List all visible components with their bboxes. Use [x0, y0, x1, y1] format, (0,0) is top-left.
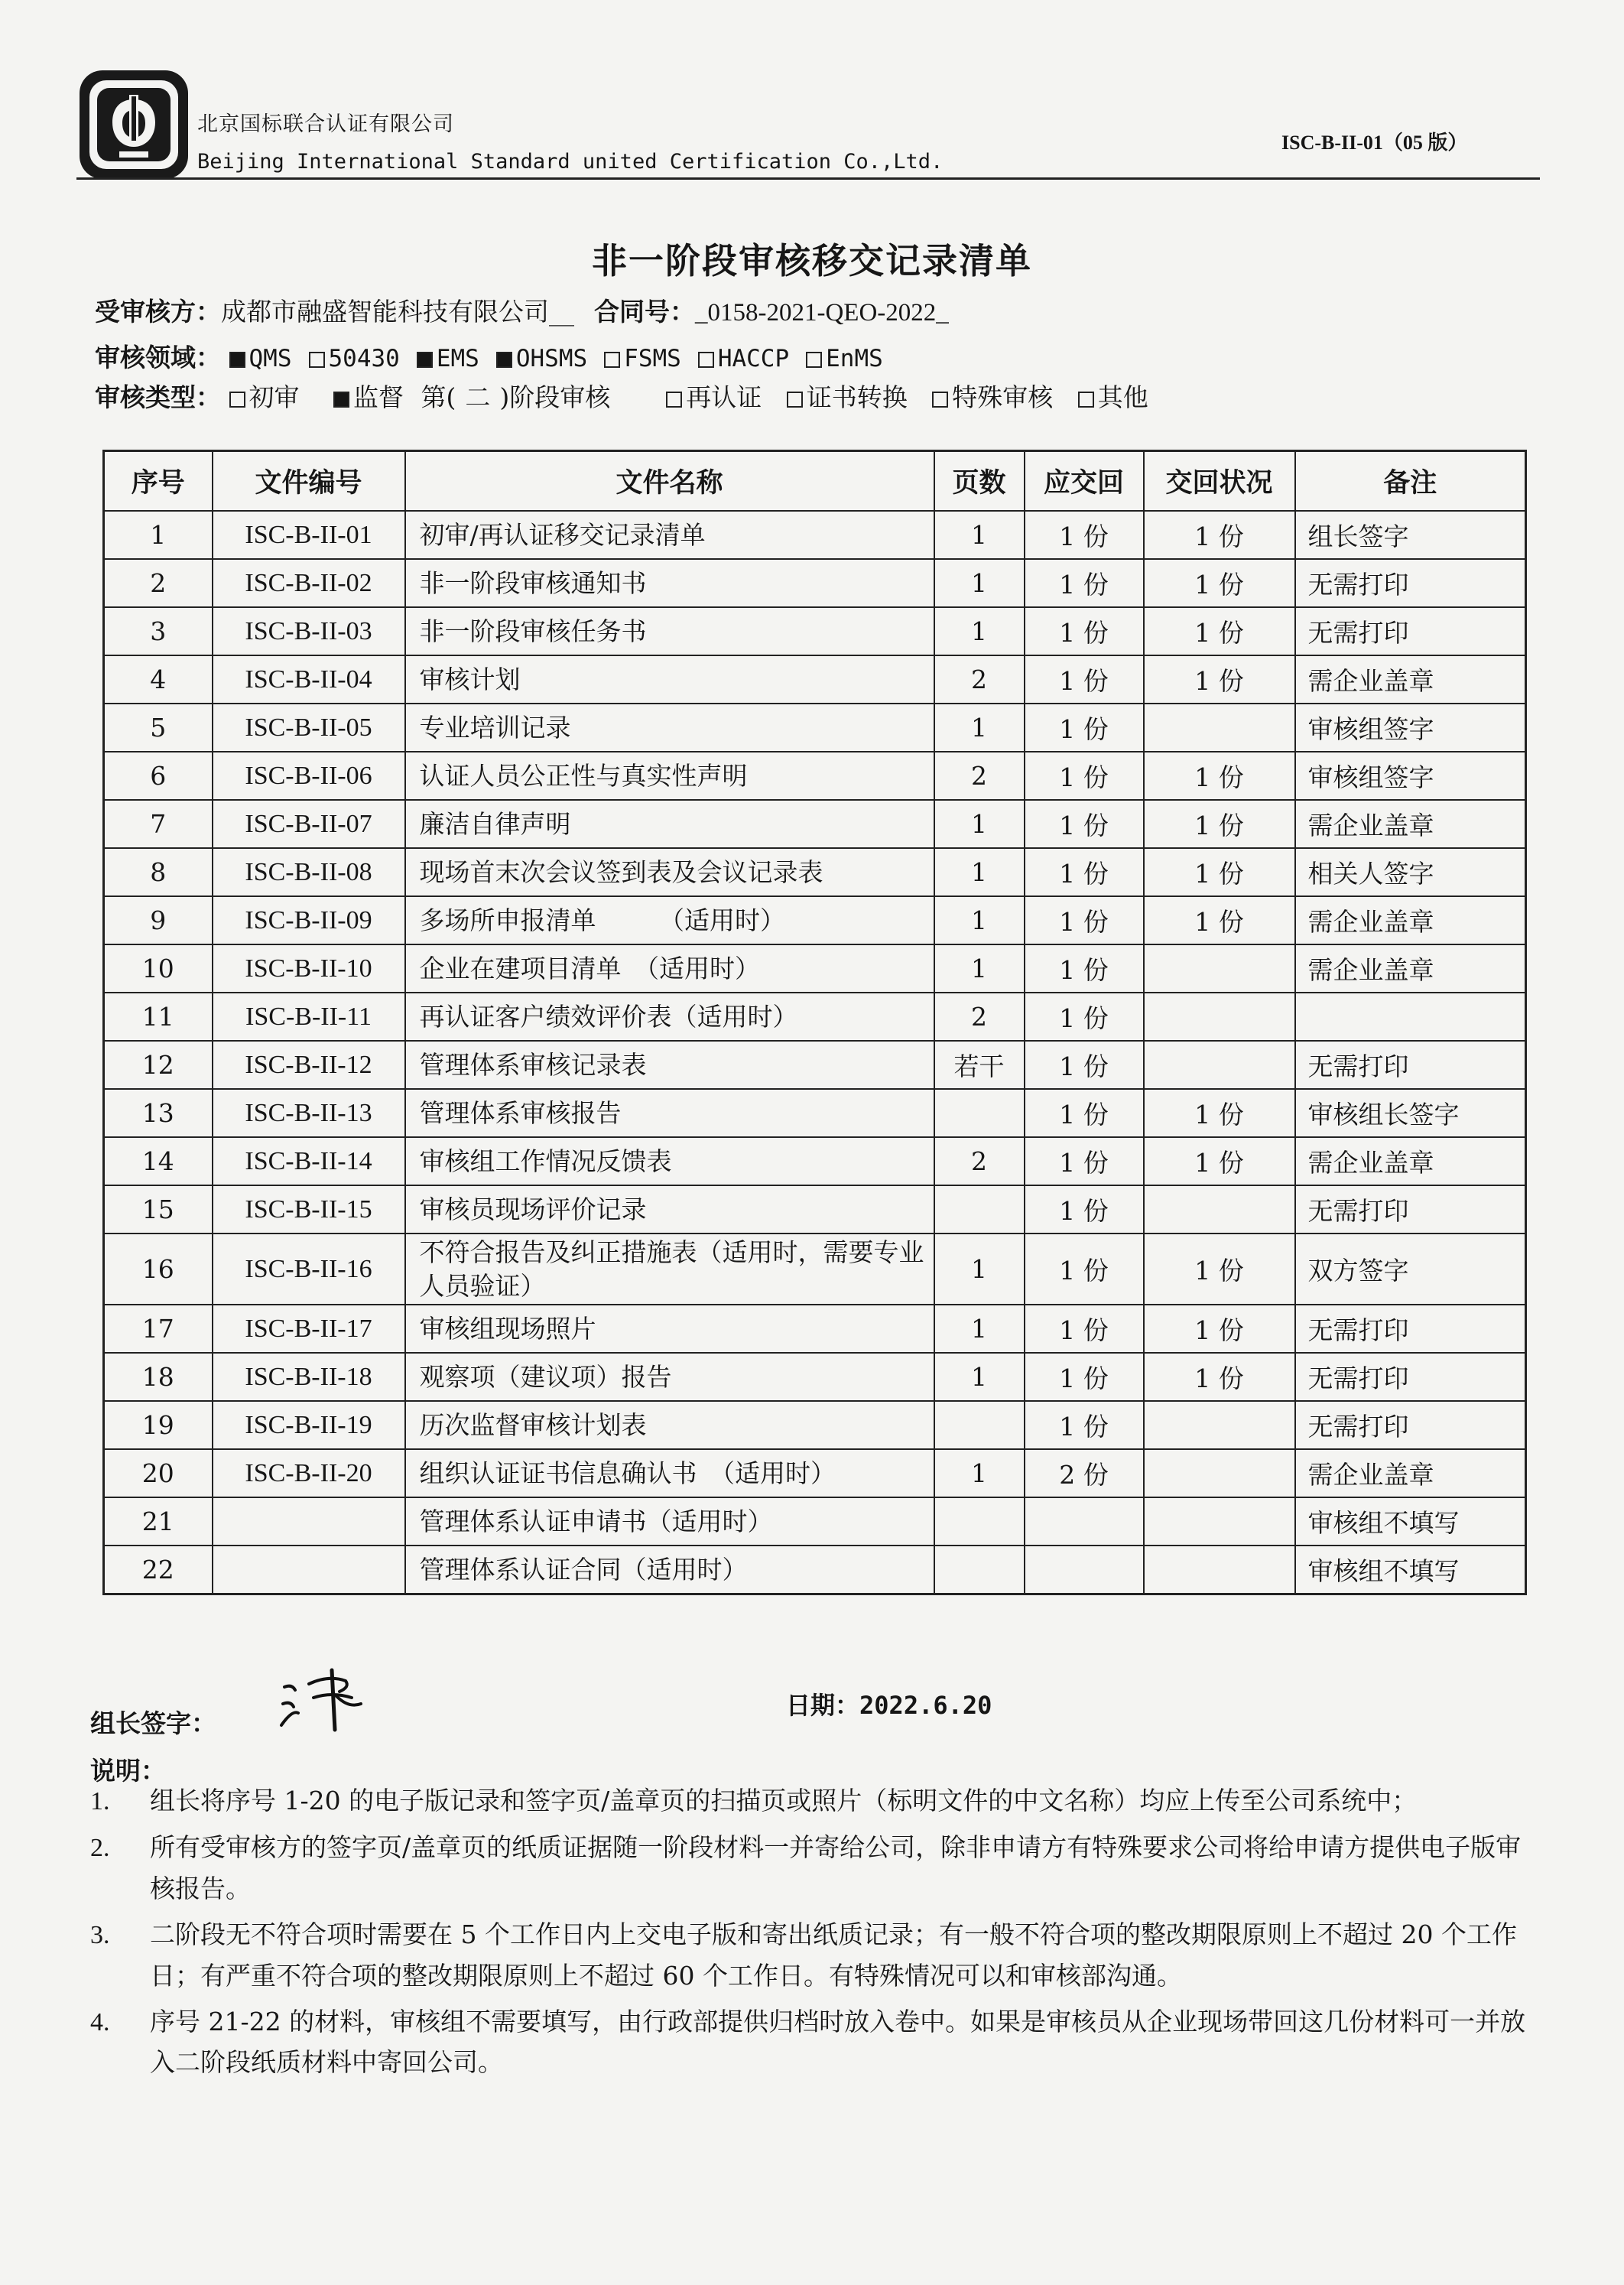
row-file-code: ISC-B-II-11	[213, 993, 405, 1041]
domain-option	[417, 343, 479, 372]
row-number: 4	[104, 655, 213, 704]
row-pages	[934, 1089, 1025, 1137]
col-header-note: 备注	[1295, 451, 1526, 512]
table-row	[104, 1401, 1526, 1449]
row-file-name: 初审/再认证移交记录清单	[405, 511, 934, 559]
row-due-count: 1 份	[1025, 511, 1144, 559]
type-transfer-label: 证书转换	[806, 382, 908, 412]
table-row	[104, 1234, 1526, 1305]
domain-checkbox[interactable]	[604, 352, 620, 368]
note-text: 所有受审核方的签字页/盖章页的纸质证据随一阶段材料一并寄给公司，除非申请方有特殊要求公司将给申请方提供电子版审核报告。	[150, 1832, 1522, 1904]
row-file-name: 管理体系审核报告	[405, 1089, 934, 1137]
row-pages: 1	[934, 1234, 1025, 1305]
type-surveillance-label: 监督	[353, 382, 404, 412]
auditee-line	[95, 292, 949, 328]
row-number: 12	[104, 1041, 213, 1089]
row-file-name: 专业培训记录	[405, 704, 934, 752]
row-return-status: 1 份	[1144, 848, 1295, 896]
type-initial-label: 初审	[248, 382, 300, 412]
row-pages: 1	[934, 607, 1025, 655]
row-file-name: 审核组工作情况反馈表	[405, 1137, 934, 1185]
row-file-code: ISC-B-II-15	[213, 1185, 405, 1234]
row-file-code: ISC-B-II-13	[213, 1089, 405, 1137]
row-return-status	[1144, 1449, 1295, 1497]
note-number: 2.	[90, 1834, 110, 1863]
audit-type-label: 审核类型：	[95, 382, 221, 412]
date-value: 2022.6.20	[859, 1691, 992, 1720]
row-due-count: 1 份	[1025, 1305, 1144, 1353]
row-number: 5	[104, 704, 213, 752]
domain-label: OHSMS	[515, 345, 588, 372]
audit-domain-label: 审核领域：	[95, 343, 221, 372]
row-file-name: 非一阶段审核任务书	[405, 607, 934, 655]
row-file-name: 非一阶段审核通知书	[405, 559, 934, 607]
table-row	[104, 848, 1526, 896]
row-file-name: 历次监督审核计划表	[405, 1401, 934, 1449]
contract-label: 合同号：	[594, 297, 695, 327]
row-number: 20	[104, 1449, 213, 1497]
col-header-due: 应交回	[1025, 451, 1144, 512]
note-item	[90, 2001, 1535, 2084]
row-number: 3	[104, 607, 213, 655]
row-number: 9	[104, 896, 213, 944]
row-number: 8	[104, 848, 213, 896]
row-return-status: 1 份	[1144, 559, 1295, 607]
row-due-count: 1 份	[1025, 1137, 1144, 1185]
row-file-name: 认证人员公正性与真实性声明	[405, 752, 934, 800]
row-pages: 1	[934, 511, 1025, 559]
domain-option	[229, 343, 292, 372]
row-pages: 2	[934, 1137, 1025, 1185]
domain-option	[698, 343, 789, 372]
company-logo	[76, 67, 191, 182]
row-due-count: 1 份	[1025, 1234, 1144, 1305]
row-due-count	[1025, 1546, 1144, 1594]
notes-list	[90, 1780, 1535, 2088]
row-return-status	[1144, 1185, 1295, 1234]
domain-option	[604, 343, 681, 372]
domain-option	[806, 343, 883, 372]
row-note: 审核组不填写	[1295, 1497, 1526, 1546]
row-due-count: 1 份	[1025, 1401, 1144, 1449]
table-row	[104, 1497, 1526, 1546]
row-number: 11	[104, 993, 213, 1041]
row-file-code: ISC-B-II-09	[213, 896, 405, 944]
row-file-code: ISC-B-II-14	[213, 1137, 405, 1185]
row-file-code: ISC-B-II-10	[213, 944, 405, 993]
domain-checkbox[interactable]	[698, 352, 714, 368]
auditee-value: 成都市融盛智能科技有限公司__	[221, 297, 574, 327]
row-due-count: 1 份	[1025, 1353, 1144, 1401]
row-file-code: ISC-B-II-03	[213, 607, 405, 655]
transfer-record-table	[102, 450, 1527, 1595]
row-return-status: 1 份	[1144, 1234, 1295, 1305]
table-row	[104, 607, 1526, 655]
audit-domain-options	[229, 343, 900, 372]
row-return-status	[1144, 1401, 1295, 1449]
row-due-count: 2 份	[1025, 1449, 1144, 1497]
row-note: 需企业盖章	[1295, 800, 1526, 848]
row-due-count: 1 份	[1025, 896, 1144, 944]
row-file-name: 多场所申报清单 （适用时）	[405, 896, 934, 944]
col-header-pages: 页数	[934, 451, 1025, 512]
row-file-code: ISC-B-II-12	[213, 1041, 405, 1089]
row-number: 15	[104, 1185, 213, 1234]
row-pages: 1	[934, 1353, 1025, 1401]
table-row	[104, 1185, 1526, 1234]
row-file-name: 现场首末次会议签到表及会议记录表	[405, 848, 934, 896]
domain-option	[496, 343, 587, 372]
row-note: 需企业盖章	[1295, 1137, 1526, 1185]
row-return-status	[1144, 993, 1295, 1041]
row-note: 审核组不填写	[1295, 1546, 1526, 1594]
row-number: 10	[104, 944, 213, 993]
row-file-code: ISC-B-II-06	[213, 752, 405, 800]
row-pages: 1	[934, 944, 1025, 993]
table-header-row	[104, 451, 1526, 512]
row-number: 7	[104, 800, 213, 848]
type-transfer-checkbox[interactable]	[787, 392, 803, 408]
stage-value: 二	[465, 382, 491, 412]
row-number: 2	[104, 559, 213, 607]
type-special-checkbox[interactable]	[932, 392, 948, 408]
domain-checkbox[interactable]	[496, 352, 512, 368]
table-row	[104, 559, 1526, 607]
row-number: 13	[104, 1089, 213, 1137]
note-number: 1.	[90, 1787, 110, 1815]
domain-checkbox[interactable]	[309, 352, 325, 368]
row-number: 6	[104, 752, 213, 800]
type-initial-checkbox[interactable]	[229, 392, 245, 408]
row-note: 双方签字	[1295, 1234, 1526, 1305]
row-file-code	[213, 1546, 405, 1594]
audit-type-line	[95, 378, 1165, 414]
table-row	[104, 511, 1526, 559]
row-return-status: 1 份	[1144, 1353, 1295, 1401]
note-number: 3.	[90, 1920, 110, 1949]
row-number: 21	[104, 1497, 213, 1546]
row-note: 无需打印	[1295, 1041, 1526, 1089]
row-pages	[934, 1546, 1025, 1594]
row-note: 相关人签字	[1295, 848, 1526, 896]
row-file-code	[213, 1497, 405, 1546]
row-note: 需企业盖章	[1295, 655, 1526, 704]
row-note: 无需打印	[1295, 1305, 1526, 1353]
date-line	[786, 1686, 992, 1721]
row-note: 需企业盖章	[1295, 944, 1526, 993]
row-note: 无需打印	[1295, 1185, 1526, 1234]
row-note: 无需打印	[1295, 607, 1526, 655]
row-note: 无需打印	[1295, 1353, 1526, 1401]
row-file-name: 审核员现场评价记录	[405, 1185, 934, 1234]
page-title: 非一阶段审核移交记录清单	[592, 240, 1032, 281]
row-return-status: 1 份	[1144, 1305, 1295, 1353]
table-row	[104, 1305, 1526, 1353]
row-file-name: 审核计划	[405, 655, 934, 704]
row-file-name: 再认证客户绩效评价表（适用时）	[405, 993, 934, 1041]
row-file-code: ISC-B-II-16	[213, 1234, 405, 1305]
row-pages: 1	[934, 896, 1025, 944]
row-return-status	[1144, 1041, 1295, 1089]
row-pages: 1	[934, 559, 1025, 607]
row-return-status: 1 份	[1144, 1089, 1295, 1137]
type-other-checkbox[interactable]	[1078, 392, 1094, 408]
row-due-count	[1025, 1497, 1144, 1546]
row-return-status: 1 份	[1144, 1137, 1295, 1185]
row-file-name: 管理体系认证申请书（适用时）	[405, 1497, 934, 1546]
row-due-count: 1 份	[1025, 1089, 1144, 1137]
row-due-count: 1 份	[1025, 944, 1144, 993]
row-due-count: 1 份	[1025, 559, 1144, 607]
row-file-code: ISC-B-II-08	[213, 848, 405, 896]
row-due-count: 1 份	[1025, 1185, 1144, 1234]
note-item	[90, 1827, 1535, 1910]
table-row	[104, 752, 1526, 800]
row-number: 18	[104, 1353, 213, 1401]
row-due-count: 1 份	[1025, 848, 1144, 896]
type-recert-label: 再认证	[686, 382, 762, 412]
row-pages	[934, 1185, 1025, 1234]
row-note: 审核组签字	[1295, 752, 1526, 800]
row-file-code: ISC-B-II-17	[213, 1305, 405, 1353]
table-row	[104, 1089, 1526, 1137]
leader-signature-label: 组长签字：	[90, 1708, 216, 1738]
contract-value: _0158-2021-QEO-2022_	[695, 299, 949, 327]
row-return-status: 1 份	[1144, 800, 1295, 848]
stage-suffix: )阶段审核	[499, 382, 611, 412]
domain-label: QMS	[248, 345, 292, 372]
row-due-count: 1 份	[1025, 993, 1144, 1041]
row-due-count: 1 份	[1025, 655, 1144, 704]
row-pages: 1	[934, 848, 1025, 896]
domain-checkbox[interactable]	[229, 352, 245, 368]
row-file-name: 廉洁自律声明	[405, 800, 934, 848]
row-number: 22	[104, 1546, 213, 1594]
note-text: 二阶段无不符合项时需要在 5 个工作日内上交电子版和寄出纸质记录；有一般不符合项的整改期限原则上不超过 20 个工作日；有严重不符合项的整改期限原则上不超过 60 个工作日。有特殊情况可以和审核部沟通。	[150, 1919, 1517, 1991]
domain-option	[309, 343, 400, 372]
row-file-code: ISC-B-II-01	[213, 511, 405, 559]
note-item	[90, 1780, 1535, 1822]
company-name-cn: 北京国标联合认证有限公司	[197, 112, 454, 136]
domain-checkbox[interactable]	[417, 352, 433, 368]
row-number: 1	[104, 511, 213, 559]
table-row	[104, 1546, 1526, 1594]
row-pages: 1	[934, 1449, 1025, 1497]
col-header-code: 文件编号	[213, 451, 405, 512]
row-pages: 1	[934, 1305, 1025, 1353]
col-header-status: 交回状况	[1144, 451, 1295, 512]
header-divider	[76, 177, 1540, 180]
domain-label: EMS	[436, 345, 479, 372]
table-row	[104, 1137, 1526, 1185]
row-pages	[934, 1497, 1025, 1546]
table-row	[104, 704, 1526, 752]
row-note: 审核组长签字	[1295, 1089, 1526, 1137]
row-number: 14	[104, 1137, 213, 1185]
row-return-status: 1 份	[1144, 752, 1295, 800]
row-due-count: 1 份	[1025, 752, 1144, 800]
row-return-status: 1 份	[1144, 607, 1295, 655]
col-header-name: 文件名称	[405, 451, 934, 512]
notes-title: 说明：	[90, 1756, 166, 1786]
row-file-name: 观察项（建议项）报告	[405, 1353, 934, 1401]
row-note: 审核组签字	[1295, 704, 1526, 752]
domain-label: FSMS	[624, 345, 681, 372]
row-file-name: 组织认证证书信息确认书 （适用时）	[405, 1449, 934, 1497]
type-surveillance-checkbox[interactable]	[333, 392, 349, 408]
row-number: 19	[104, 1401, 213, 1449]
row-return-status: 1 份	[1144, 511, 1295, 559]
row-file-code: ISC-B-II-07	[213, 800, 405, 848]
row-pages: 2	[934, 752, 1025, 800]
table-row	[104, 993, 1526, 1041]
row-note: 组长签字	[1295, 511, 1526, 559]
domain-label: 50430	[328, 345, 400, 372]
row-file-code: ISC-B-II-19	[213, 1401, 405, 1449]
row-return-status	[1144, 1497, 1295, 1546]
domain-label: EnMS	[826, 345, 883, 372]
table-row	[104, 1041, 1526, 1089]
type-recert-checkbox[interactable]	[666, 392, 682, 408]
row-note: 需企业盖章	[1295, 1449, 1526, 1497]
table-row	[104, 896, 1526, 944]
domain-checkbox[interactable]	[806, 352, 822, 368]
company-name-en: Beijing International Standard united Certification Co.,Ltd.	[197, 150, 944, 174]
row-file-code: ISC-B-II-04	[213, 655, 405, 704]
table-row	[104, 800, 1526, 848]
col-header-no: 序号	[104, 451, 213, 512]
row-file-name: 审核组现场照片	[405, 1305, 934, 1353]
type-special-label: 特殊审核	[952, 382, 1054, 412]
table-row	[104, 655, 1526, 704]
auditee-label: 受审核方：	[95, 297, 221, 327]
row-pages: 2	[934, 993, 1025, 1041]
row-note: 无需打印	[1295, 1401, 1526, 1449]
row-number: 17	[104, 1305, 213, 1353]
row-return-status: 1 份	[1144, 896, 1295, 944]
audit-domain-line	[95, 338, 900, 374]
row-return-status	[1144, 1546, 1295, 1594]
type-other-label: 其他	[1097, 382, 1148, 412]
row-pages	[934, 1401, 1025, 1449]
date-label: 日期：	[786, 1691, 860, 1720]
row-file-name: 企业在建项目清单 （适用时）	[405, 944, 934, 993]
table-row	[104, 1449, 1526, 1497]
row-due-count: 1 份	[1025, 704, 1144, 752]
row-file-code: ISC-B-II-18	[213, 1353, 405, 1401]
note-text: 序号 21-22 的材料，审核组不需要填写，由行政部提供归档时放入卷中。如果是审核员从企业现场带回这几份材料可一并放入二阶段纸质材料中寄回公司。	[150, 2006, 1526, 2078]
row-return-status: 1 份	[1144, 655, 1295, 704]
note-item	[90, 1914, 1535, 1997]
row-note: 需企业盖章	[1295, 896, 1526, 944]
row-due-count: 1 份	[1025, 800, 1144, 848]
row-file-name: 不符合报告及纠正措施表（适用时，需要专业人员验证）	[405, 1234, 934, 1305]
table-row	[104, 1353, 1526, 1401]
stage-prefix: 第(	[421, 382, 456, 412]
row-due-count: 1 份	[1025, 607, 1144, 655]
row-file-name: 管理体系认证合同（适用时）	[405, 1546, 934, 1594]
leader-signature	[275, 1664, 390, 1733]
row-note	[1295, 993, 1526, 1041]
document-code: ISC-B-II-01（05 版）	[1281, 132, 1468, 154]
row-file-code: ISC-B-II-20	[213, 1449, 405, 1497]
row-return-status	[1144, 944, 1295, 993]
row-file-code: ISC-B-II-05	[213, 704, 405, 752]
row-note: 无需打印	[1295, 559, 1526, 607]
note-text: 组长将序号 1-20 的电子版记录和签字页/盖章页的扫描页或照片（标明文件的中文名称）均应上传至公司系统中；	[150, 1786, 1418, 1815]
row-number: 16	[104, 1234, 213, 1305]
row-pages: 1	[934, 704, 1025, 752]
row-due-count: 1 份	[1025, 1041, 1144, 1089]
note-number: 4.	[90, 2007, 110, 2036]
row-pages: 1	[934, 800, 1025, 848]
row-file-name: 管理体系审核记录表	[405, 1041, 934, 1089]
table-row	[104, 944, 1526, 993]
domain-label: HACCP	[717, 345, 790, 372]
row-pages: 若干	[934, 1041, 1025, 1089]
row-return-status	[1144, 704, 1295, 752]
row-file-code: ISC-B-II-02	[213, 559, 405, 607]
row-pages: 2	[934, 655, 1025, 704]
